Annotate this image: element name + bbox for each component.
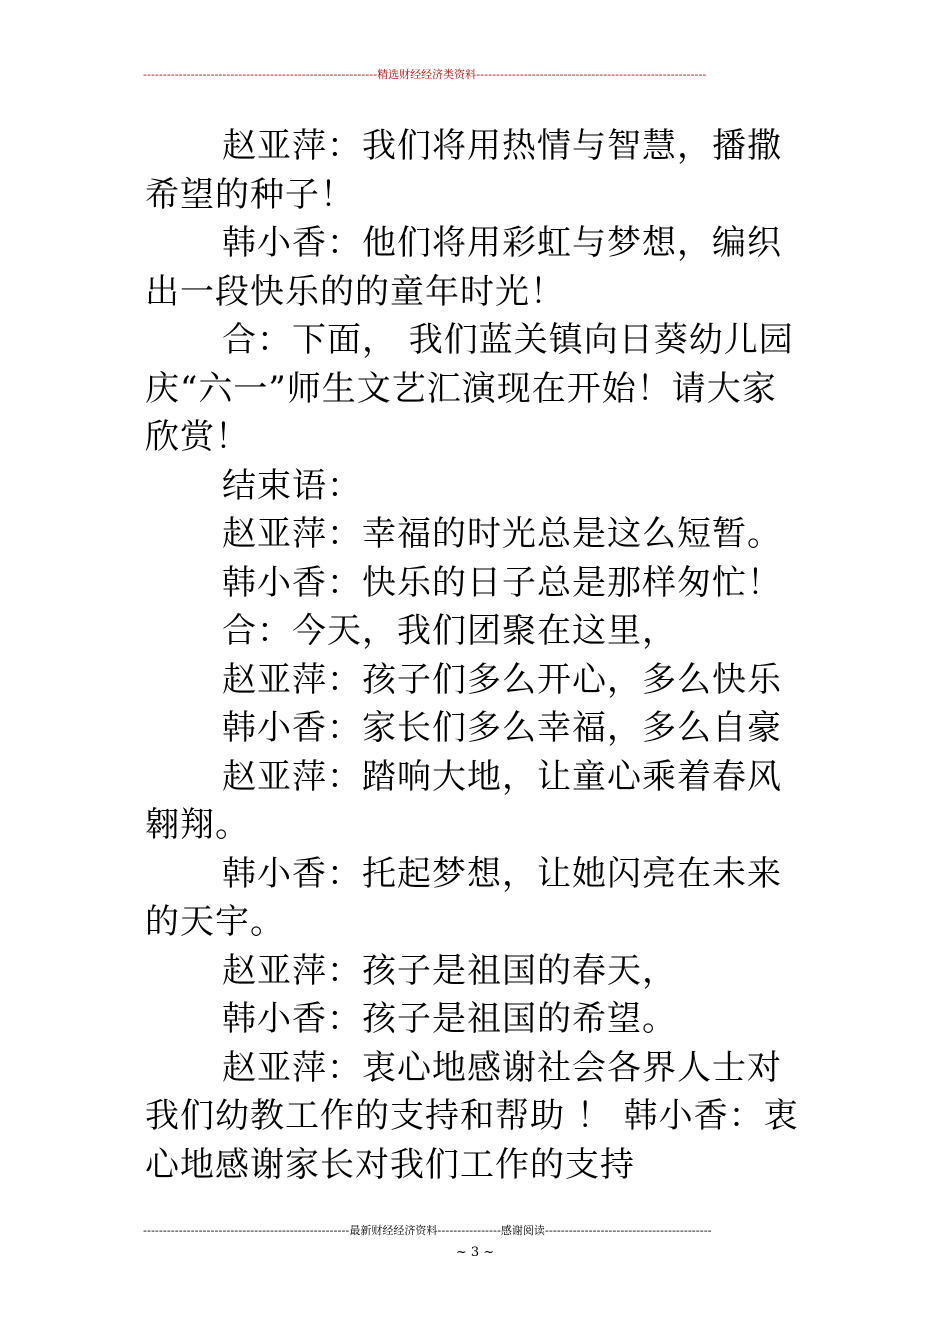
header-dashes-left: ----------------------------------------------------------- xyxy=(143,68,378,81)
page-number: ~ 3 ~ xyxy=(455,1245,495,1260)
footer-text-thanks: 感谢阅读 xyxy=(500,1224,545,1237)
paragraph: 合：下面， 我们蓝关镇向日葵幼儿园庆“六一”师生文艺汇演现在开始！请大家欣赏！ xyxy=(145,320,794,457)
paragraph: 赵亚萍：我们将用热情与智慧，播撒希望的种子！ xyxy=(145,126,782,215)
paragraph: 韩小香：家长们多么幸福，多么自豪 xyxy=(222,708,782,748)
paragraph: 赵亚萍：孩子们多么开心，多么快乐 xyxy=(222,659,782,700)
page-header xyxy=(143,68,755,82)
page-footer xyxy=(143,1224,787,1238)
paragraph: 韩小香：他们将用彩虹与梦想，编织出一段快乐的的童年时光！ xyxy=(145,223,782,312)
paragraph: 合：今天，我们团聚在这里， xyxy=(222,611,677,651)
header-text: 精选财经经济类资料 xyxy=(377,68,477,81)
paragraph: 赵亚萍：踏响大地，让童心乘着春风翱翔。 xyxy=(145,756,782,845)
footer-dashes: ---------------- xyxy=(437,1224,501,1237)
footer-text-primary: 最新财经经济资料 xyxy=(349,1224,438,1237)
paragraph: 韩小香：孩子是祖国的希望。 xyxy=(222,999,677,1039)
footer-dashes: ---------------------------------------------------- xyxy=(143,1224,350,1237)
paragraph: 韩小香：托起梦想，让她闪亮在未来的天宇。 xyxy=(145,853,782,942)
paragraph: 赵亚萍：衷心地感谢社会各界人士对我们幼教工作的支持和帮助 ！ 韩小香：衷心地感谢家长对我们工作的支持 xyxy=(145,1047,799,1185)
paragraph: 韩小香：快乐的日子总是那样匆忙！ xyxy=(222,562,782,603)
document-body xyxy=(145,122,810,1189)
paragraph: 赵亚萍：幸福的时光总是这么短暂。 xyxy=(222,514,782,554)
paragraph: 结束语： xyxy=(222,465,362,506)
paragraph: 赵亚萍：孩子是祖国的春天， xyxy=(222,950,677,991)
header-dashes-right: ---------------------------------------------------------- xyxy=(476,68,707,81)
footer-dashes: ------------------------------------------ xyxy=(544,1224,712,1237)
